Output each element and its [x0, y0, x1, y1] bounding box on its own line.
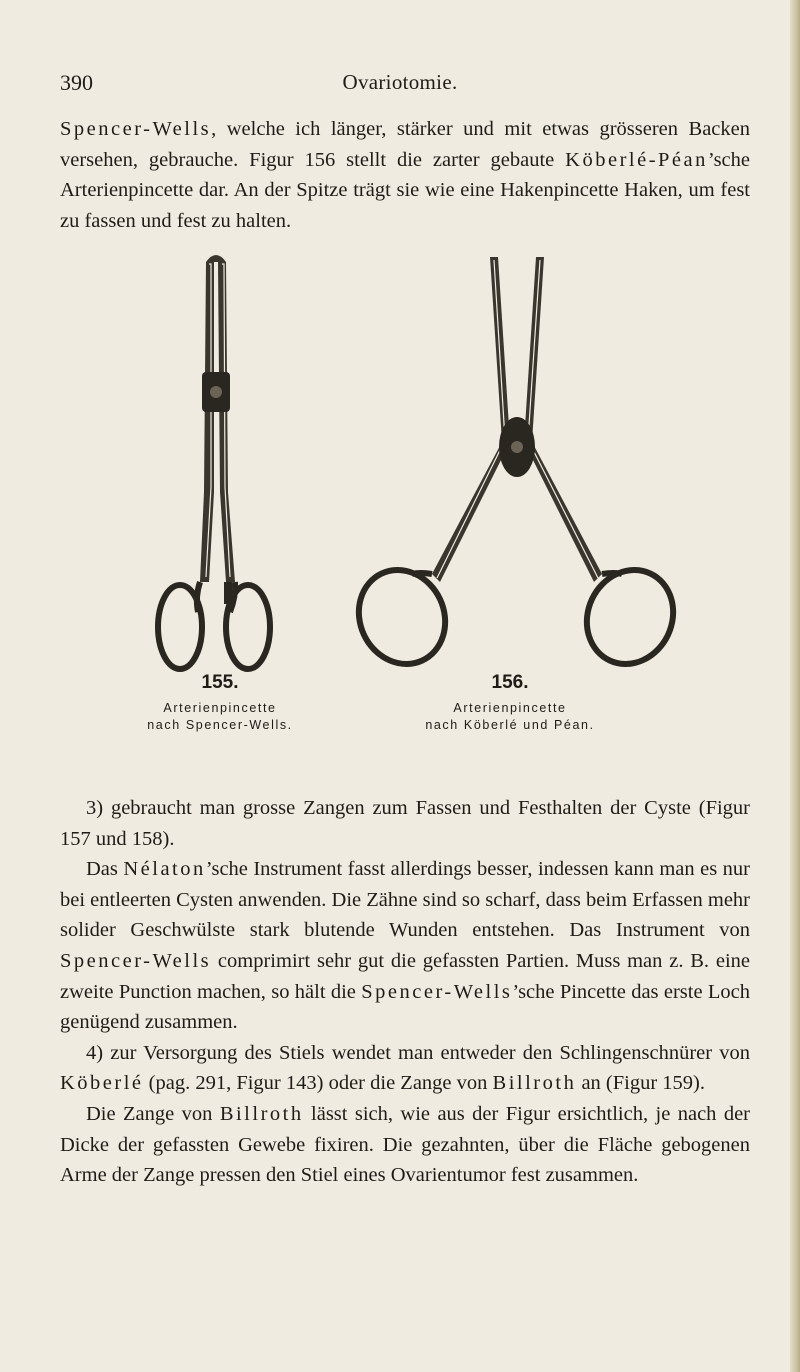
caption-line: Arterienpincette: [163, 701, 277, 715]
text-run: comprimirt sehr gut die gefassten Partien. Muss man z. B. eine zweite Punction machen, so hält die: [60, 949, 750, 1003]
body-text: [60, 793, 750, 1191]
text-run: Die Zange von: [86, 1102, 220, 1125]
koeberle-pean-forceps-illustration: [340, 252, 680, 672]
author-name: Köberlé-Péan: [565, 148, 708, 171]
figure-caption: [300, 700, 720, 734]
author-name: Billroth: [219, 1102, 304, 1125]
caption-line: nach Spencer-Wells.: [147, 718, 293, 732]
text-run: Das: [86, 858, 124, 881]
text-run: (pag. 291, Figur 143) oder die Zange von: [143, 1072, 493, 1095]
text-run: 4) zur Versorgung des Stiels wendet man entweder den Schlingenschnürer von: [86, 1041, 750, 1064]
text-run: lässt sich, wie aus der Figur ersichtlich, je nach der Dicke der gefassten Gewebe fixiren. Die gezahnten, über die Fläche gebogenen Arme der Zange pressen den Stiel eines Ovarientumor fest zusammen.: [60, 1102, 751, 1187]
caption-line: nach Köberlé und Péan.: [425, 718, 595, 732]
text-run: ’sche Arterienpincette dar. An der Spitze trägt sie wie eine Hakenpincette Haken, um fest zu fassen und fest zu halten.: [60, 148, 750, 232]
text-run: an (Figur 159).: [576, 1072, 706, 1095]
spencer-wells-forceps-illustration: [140, 252, 300, 672]
page-edge: [790, 0, 800, 1372]
figure-number: 155.: [201, 672, 239, 693]
paragraph-continuation: [60, 114, 750, 236]
figure-group: [140, 252, 680, 752]
text-run: , welche ich länger, stärker und mit etwas grösseren Backen versehen, gebrauche. Figur 156 stellt die zarter gebaute: [60, 118, 750, 171]
author-name: Nélaton: [123, 858, 206, 881]
figure-155: [140, 252, 300, 752]
text-run: ’sche Instrument fasst allerdings besser, indessen kann man es nur bei entleerten Cysten anwenden. Die Zähne sind so scharf, dass beim Erfassen mehr solider Geschwülste stark blutende Wunden entstehen. Das Instrument von: [60, 858, 750, 942]
author-name: Spencer-Wells: [361, 980, 513, 1003]
caption-line: Arterienpincette: [453, 701, 567, 715]
paragraph: [60, 854, 750, 1038]
page-header: [60, 70, 740, 100]
page-number: 390: [60, 70, 93, 95]
text-run: ’sche Pincette das erste Loch genügend zusammen.: [60, 980, 750, 1034]
author-name: Spencer-Wells: [60, 118, 212, 140]
author-name: Spencer-Wells: [60, 949, 212, 972]
paragraph: [60, 1038, 750, 1099]
paragraph: [60, 1099, 750, 1191]
running-title: Ovariotomie.: [342, 70, 458, 94]
author-name: Köberlé: [60, 1072, 144, 1095]
paragraph: 3) gebraucht man grosse Zangen zum Fassen und Festhalten der Cyste (Figur 157 und 158).: [60, 797, 750, 850]
figure-number: 156.: [491, 672, 529, 693]
figure-156: [340, 252, 680, 752]
author-name: Billroth: [492, 1072, 577, 1095]
